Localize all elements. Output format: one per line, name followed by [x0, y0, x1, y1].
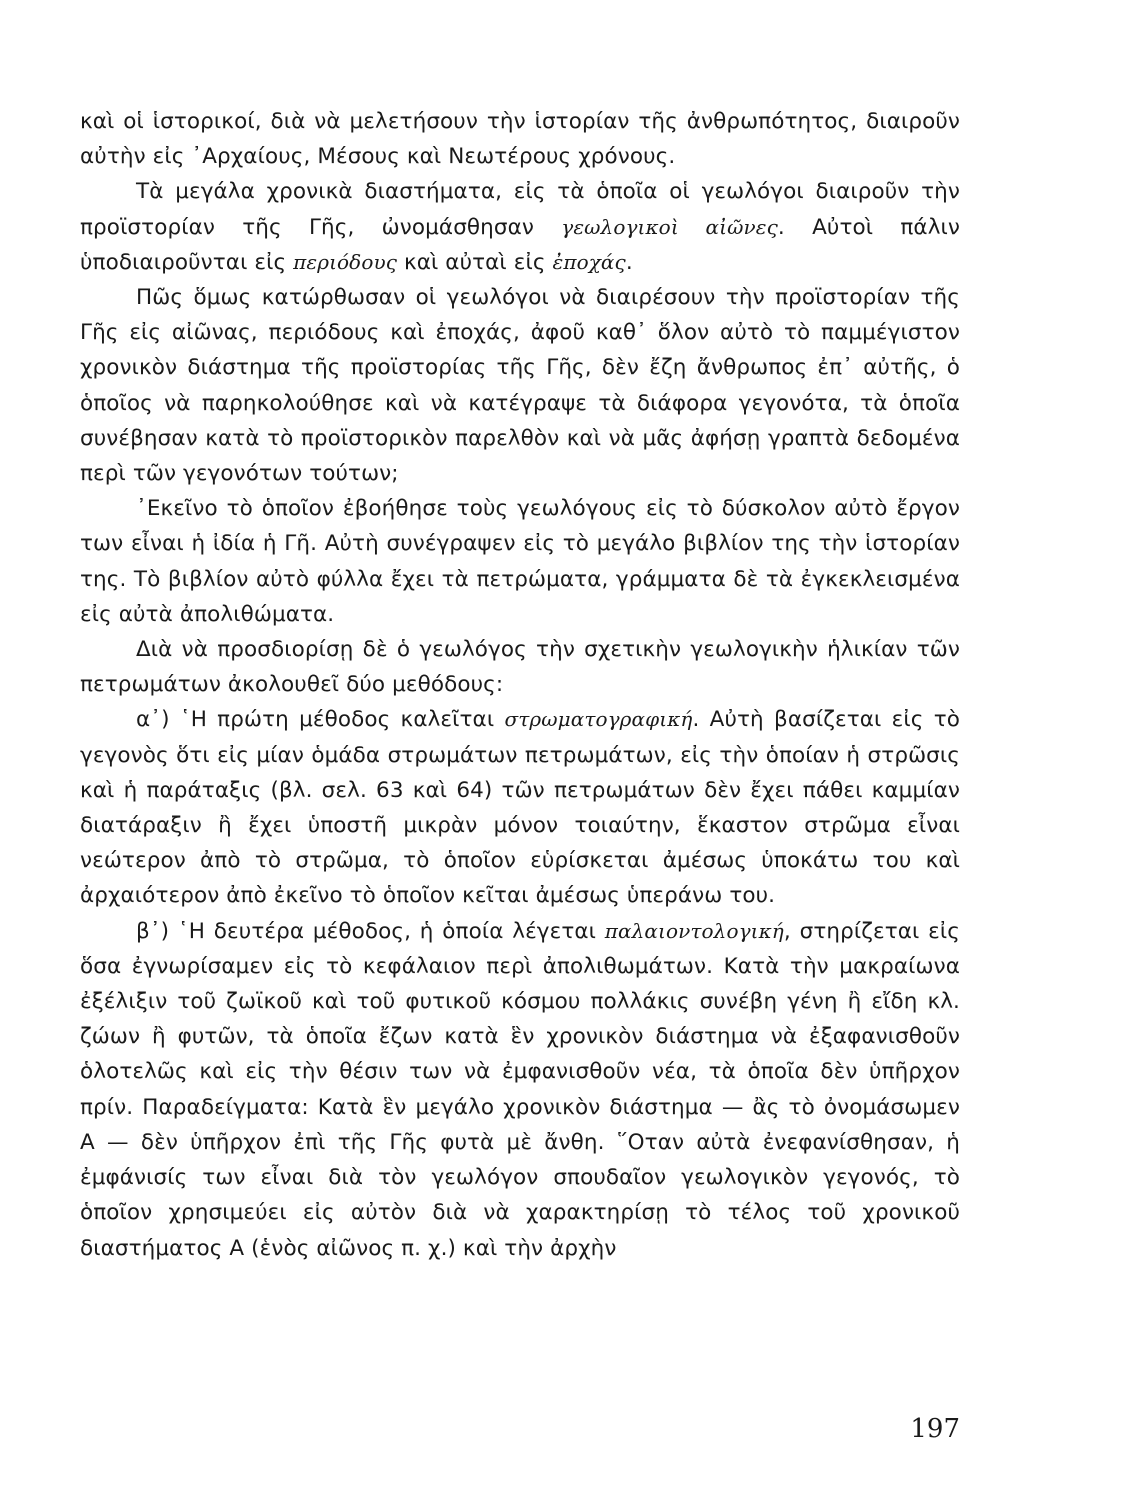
italic-term: στρωματογραφική [504, 707, 693, 732]
paragraph-5 [80, 632, 960, 702]
text-segment: . [625, 249, 633, 275]
text-segment: Τὰ μεγάλα χρονικὰ διαστήματα, εἰς τὰ ὁποῖα οἱ γεωλόγοι διαιροῦν τὴν προϊστορίαν τῆς Γῆς, ὠνομάσθησαν [80, 179, 960, 240]
italic-term: ἐποχάς [552, 249, 626, 274]
text-segment: ᾿Εκεῖνο τὸ ὁποῖον ἐβοήθησε τοὺς γεωλόγους εἰς τὸ δύσκολον αὐτὸ ἔργον των εἶναι ἡ ἰδία ἡ Γῆ. Αὐτὴ συνέγραψεν εἰς τὸ μεγάλο βιβλίον της τὴν ἱστορίαν της. Τὸ βιβλίον αὐτὸ φύλλα ἔχει τὰ πετρώματα, γράμματα δὲ τὰ ἐγκεκλεισμένα εἰς αὐτὰ ἀπολιθώματα. [80, 496, 960, 627]
paragraph-6 [80, 702, 960, 913]
text-segment: καὶ οἱ ἱστορικοί, διὰ νὰ μελετήσουν τὴν ἱστορίαν τῆς ἀνθρωπότητος, διαιροῦν αὐτὴν εἰς ᾿Αρχαίους, Μέσους καὶ Νεωτέρους χρόνους. [80, 109, 960, 170]
paragraph-3 [80, 280, 960, 491]
text-segment: α᾿) ῾Η πρώτη μέθοδος καλεῖται [136, 707, 505, 733]
italic-term: γεωλογικοὶ αἰῶνες [561, 214, 778, 239]
text-segment: καὶ αὐταὶ εἰς [397, 249, 553, 275]
paragraph-4 [80, 491, 960, 632]
italic-term: παλαιοντολογική [604, 918, 784, 943]
italic-term: περιόδους [293, 249, 398, 274]
text-segment: β᾿) ῾Η δευτέρα μέθοδος, ἡ ὁποία λέγεται [136, 918, 605, 944]
text-segment: Πῶς ὅμως κατώρθωσαν οἱ γεωλόγοι νὰ διαιρέσουν τὴν προϊστορίαν τῆς Γῆς εἰς αἰῶνας, περιόδους καὶ ἐποχάς, ἀφοῦ καθ᾿ ὅλον αὐτὸ τὸ παμμέγιστον χρονικὸν διάστημα τῆς προϊστορίας τῆς Γῆς, δὲν ἔζη ἄνθρωπος ἐπ᾿ αὐτῆς, ὁ ὁποῖος νὰ παρηκολούθησε καὶ νὰ κατέγραψε τὰ διάφορα γεγονότα, τὰ ὁποῖα συνέβησαν κατὰ τὸ προϊστορικὸν παρελθὸν καὶ νὰ μᾶς ἀφήσῃ γραπτὰ δεδομένα περὶ τῶν γεγονότων τούτων; [80, 285, 960, 487]
paragraph-1 [80, 104, 960, 174]
text-segment: Διὰ νὰ προσδιορίσῃ δὲ ὁ γεωλόγος τὴν σχετικὴν γεωλογικὴν ἡλικίαν τῶν πετρωμάτων ἀκολουθεῖ δύο μεθόδους: [80, 637, 960, 698]
text-segment: , στηρίζεται εἰς ὅσα ἐγνωρίσαμεν εἰς τὸ κεφάλαιον περὶ ἀπολιθωμάτων. Κατὰ τὴν μακραίωνα ἐξέλιξιν τοῦ ζωϊκοῦ καὶ τοῦ φυτικοῦ κόσμου πολλάκις συνέβη γένη ἢ εἴδη κλ. ζώων ἢ φυτῶν, τὰ ὁποῖα ἔζων κατὰ ἓν χρονικὸν διάστημα νὰ ἐξαφανισθοῦν ὁλοτελῶς καὶ εἰς τὴν θέσιν των νὰ ἐμφανισθοῦν νέα, τὰ ὁποῖα δὲν ὑπῆρχον πρίν. Παραδείγματα: Κατὰ ἓν μεγάλο χρονικὸν διάστημα — ἂς τὸ ὀνομάσωμεν Α — δὲν ὑπῆρχον ἐπὶ τῆς Γῆς φυτὰ μὲ ἄνθη. ῞Οταν αὐτὰ ἐνεφανίσθησαν, ἡ ἐμφάνισίς των εἶναι διὰ τὸν γεωλόγον σπουδαῖον γεωλογικὸν γεγονός, τὸ ὁποῖον χρησιμεύει εἰς αὐτὸν διὰ νὰ χαρακτηρίσῃ τὸ τέλος τοῦ χρονικοῦ διαστήματος Α (ἑνὸς αἰῶνος π. χ.) καὶ τὴν ἀρχὴν [80, 918, 960, 1261]
text-segment: . Αὐτοὶ πάλιν ὑποδιαιροῦνται εἰς [80, 214, 961, 275]
paragraph-7 [80, 914, 960, 1266]
page-number: 197 [910, 1414, 960, 1444]
paragraph-2 [80, 174, 960, 280]
page-body [80, 104, 960, 1266]
text-segment: . Αὐτὴ βασίζεται εἰς τὸ γεγονὸς ὅτι εἰς μίαν ὁμάδα στρωμάτων πετρωμάτων, εἰς τὴν ὁποίαν ἡ στρῶσις καὶ ἡ παράταξις (βλ. σελ. 63 καὶ 64) τῶν πετρωμάτων δὲν ἔχει πάθει καμμίαν διατάραξιν ἢ ἔχει ὑποστῆ μικρὰν μόνον τοιαύτην, ἕκαστον στρῶμα εἶναι νεώτερον ἀπὸ τὸ στρῶμα, τὸ ὁποῖον εὑρίσκεται ἀμέσως ὑποκάτω του καὶ ἀρχαιότερον ἀπὸ ἐκεῖνο τὸ ὁποῖον κεῖται ἀμέσως ὑπεράνω του. [80, 707, 960, 909]
